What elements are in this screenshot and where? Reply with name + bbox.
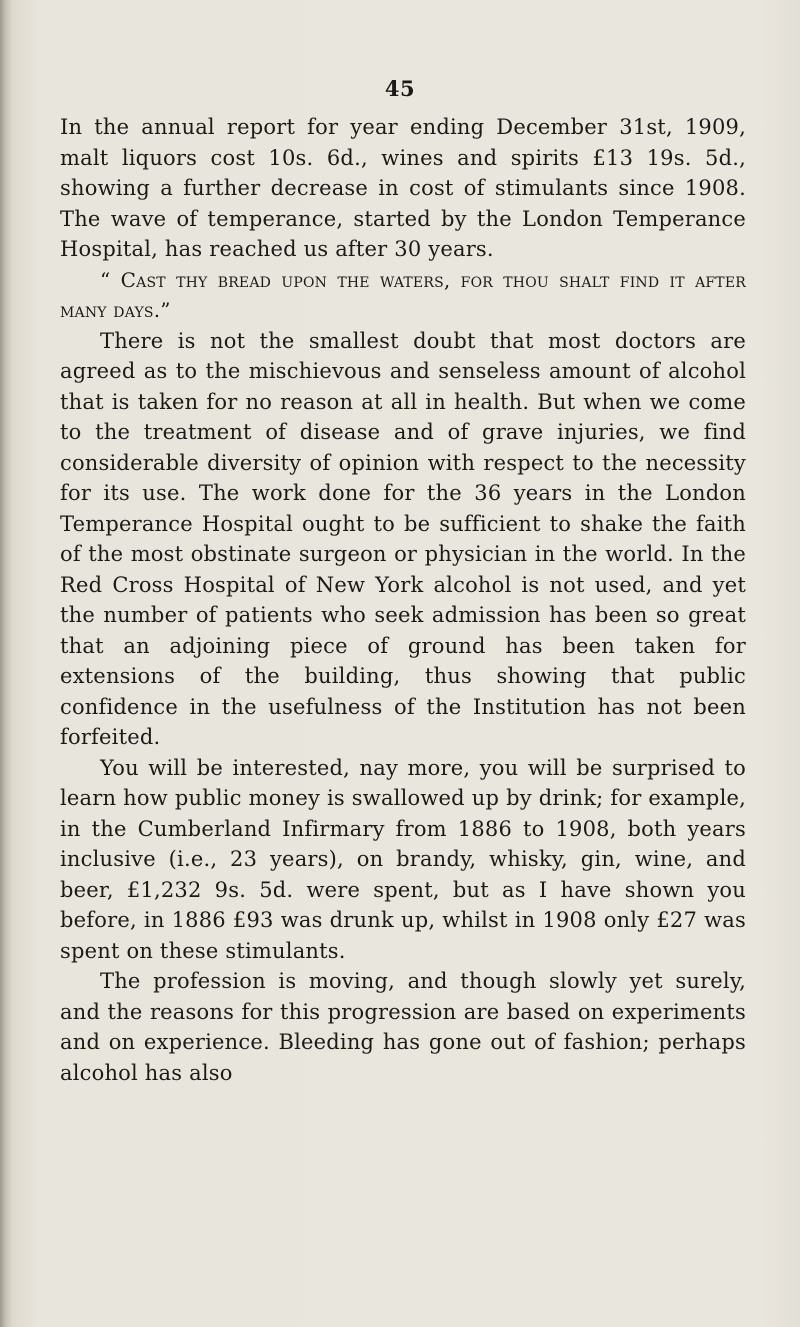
quotation: “ Cast thy bread upon the waters, for thou shalt find it after many days.” [60,267,746,322]
body-text [60,112,746,1088]
binding-shadow [0,0,12,1327]
page-number: 45 [384,76,416,101]
paragraph-profession-moving: The profession is moving, and though slowly yet surely, and the reasons for this progression are based on experiments and on experience. Bleeding has gone out of fashion; perhaps alcohol has also [60,969,746,1085]
paragraph-annual-report: In the annual report for year ending December 31st, 1909, malt liquors cost 10s. 6d., wines and spirits £13 19s. 5d., showing a further decrease in cost of stimulants since 1908. The wave of temperance, started by the London Temperance Hospital, has reached us after 30 years. [60,115,746,261]
paragraph-doctors-opinion: There is not the smallest doubt that most doctors are agreed as to the mischievous and senseless amount of alcohol that is taken for no reason at all in health. But when we come to the treatment of disease and of grave injuries, we find considerable diversity of opinion with respect to the necessity for its use. The work done for the 36 years in the London Temperance Hospital ought to be sufficient to shake the faith of the most obstinate surgeon or physician in the world. In the Red Cross Hospital of New York alcohol is not used, and yet the number of patients who seek admission has been so great that an adjoining piece of ground has been taken for extensions of the building, thus showing that public confidence in the usefulness of the Institution has not been forfeited. [60,328,746,749]
paragraph-public-money: You will be interested, nay more, you will be surprised to learn how public money is swallowed up by drink; for example, in the Cumberland Infirmary from 1886 to 1908, both years inclusive (i.e., 23 years), on brandy, whisky, gin, wine, and beer, £1,232 9s. 5d. were spent, but as I have shown you before, in 1886 £93 was drunk up, whilst in 1908 only £27 was spent on these stimulants. [60,755,746,963]
